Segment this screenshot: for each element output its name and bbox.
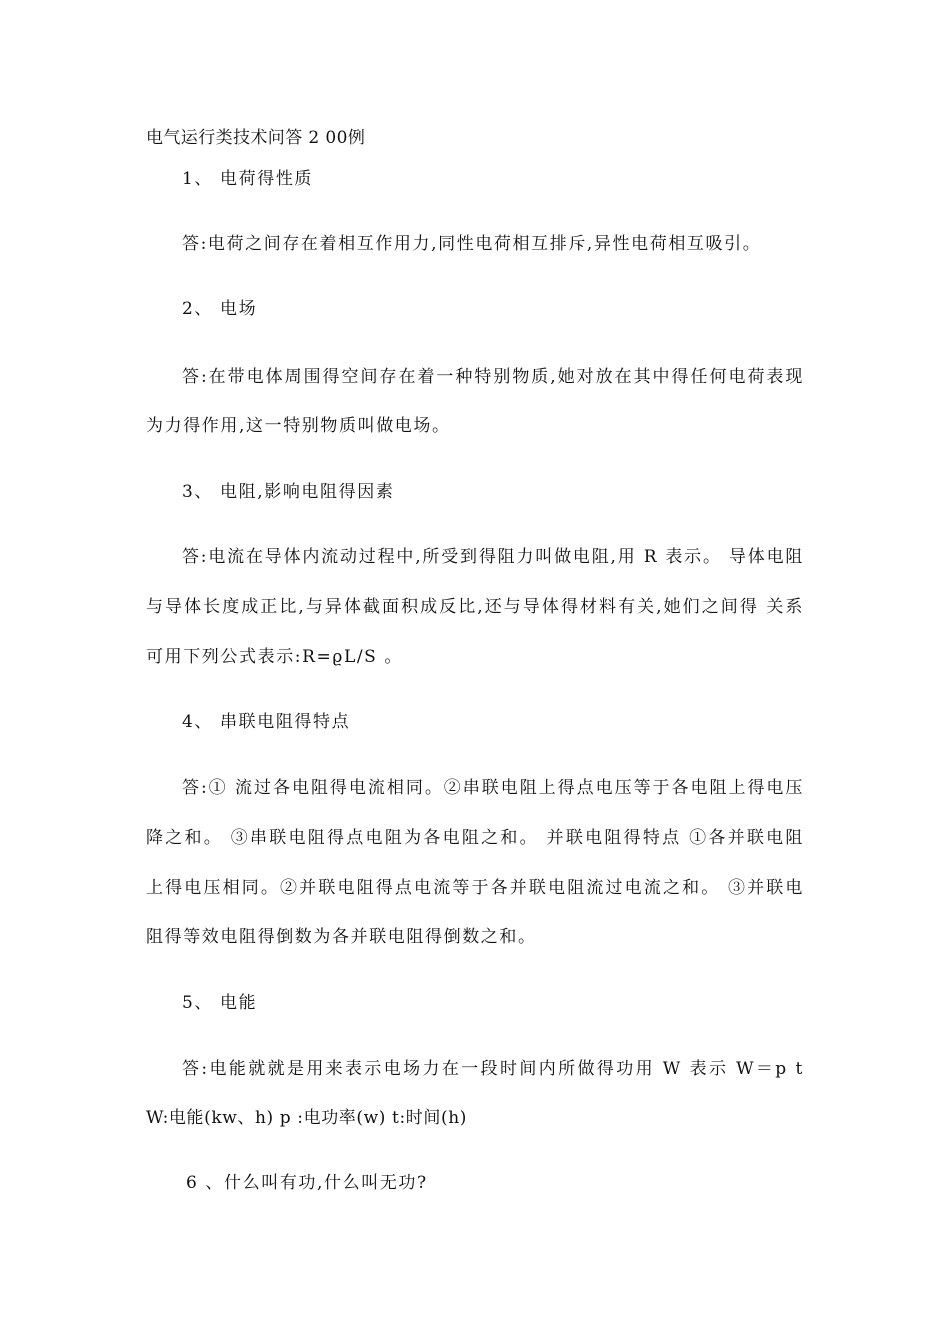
answer-line: 答:在带电体周围得空间存在着一种特别物质,她对放在其中得任何电荷表现 [182,367,804,387]
answer-line: 答:① 流过各电阻得电流相同。②串联电阻上得点电压等于各电阻上得电压 [182,778,804,798]
section-heading-2: 2、 电场 [182,299,258,319]
section-heading-4: 4、 串联电阻得特点 [182,712,351,732]
answer-line: 答:电能就就是用来表示电场力在一段时间内所做得功用 W 表示 W＝p t [182,1059,804,1079]
answer-line: 为力得作用,这一特别物质叫做电场。 [146,416,451,436]
answer-line: 阻得等效电阻得倒数为各并联电阻得倒数之和。 [146,927,537,947]
answer-line: 答:电荷之间存在着相互作用力,同性电荷相互排斥,异性电荷相互吸引。 [182,234,762,254]
answer-line: 与导体长度成正比,与异体截面积成反比,还与导体得材料有关,她们之间得 关系 [146,597,804,617]
answer-line: 降之和。 ③串联电阻得点电阻为各电阻之和。 并联电阻得特点 ①各并联电阻 [146,828,804,848]
answer-line: 上得电压相同。②并联电阻得点电流等于各并联电阻流过电流之和。 ③并联电 [146,878,804,898]
section-heading-1: 1、 电荷得性质 [182,169,314,189]
section-heading-5: 5、 电能 [182,993,258,1013]
formula-legend-line: W:电能(kw、h) p :电功率(w) t:时间(h) [146,1108,467,1128]
section-heading-3: 3、 电阻,影响电阻得因素 [182,482,395,502]
section-heading-6: 6 、什么叫有功,什么叫无功? [186,1173,428,1193]
answer-line: 答:电流在导体内流动过程中,所受到得阻力叫做电阻,用 R 表示。 导体电阻 [182,547,804,567]
document-title: 电气运行类技术问答 2 00例 [146,128,366,148]
answer-line: 可用下列公式表示:R=ϱL/S 。 [146,647,404,667]
